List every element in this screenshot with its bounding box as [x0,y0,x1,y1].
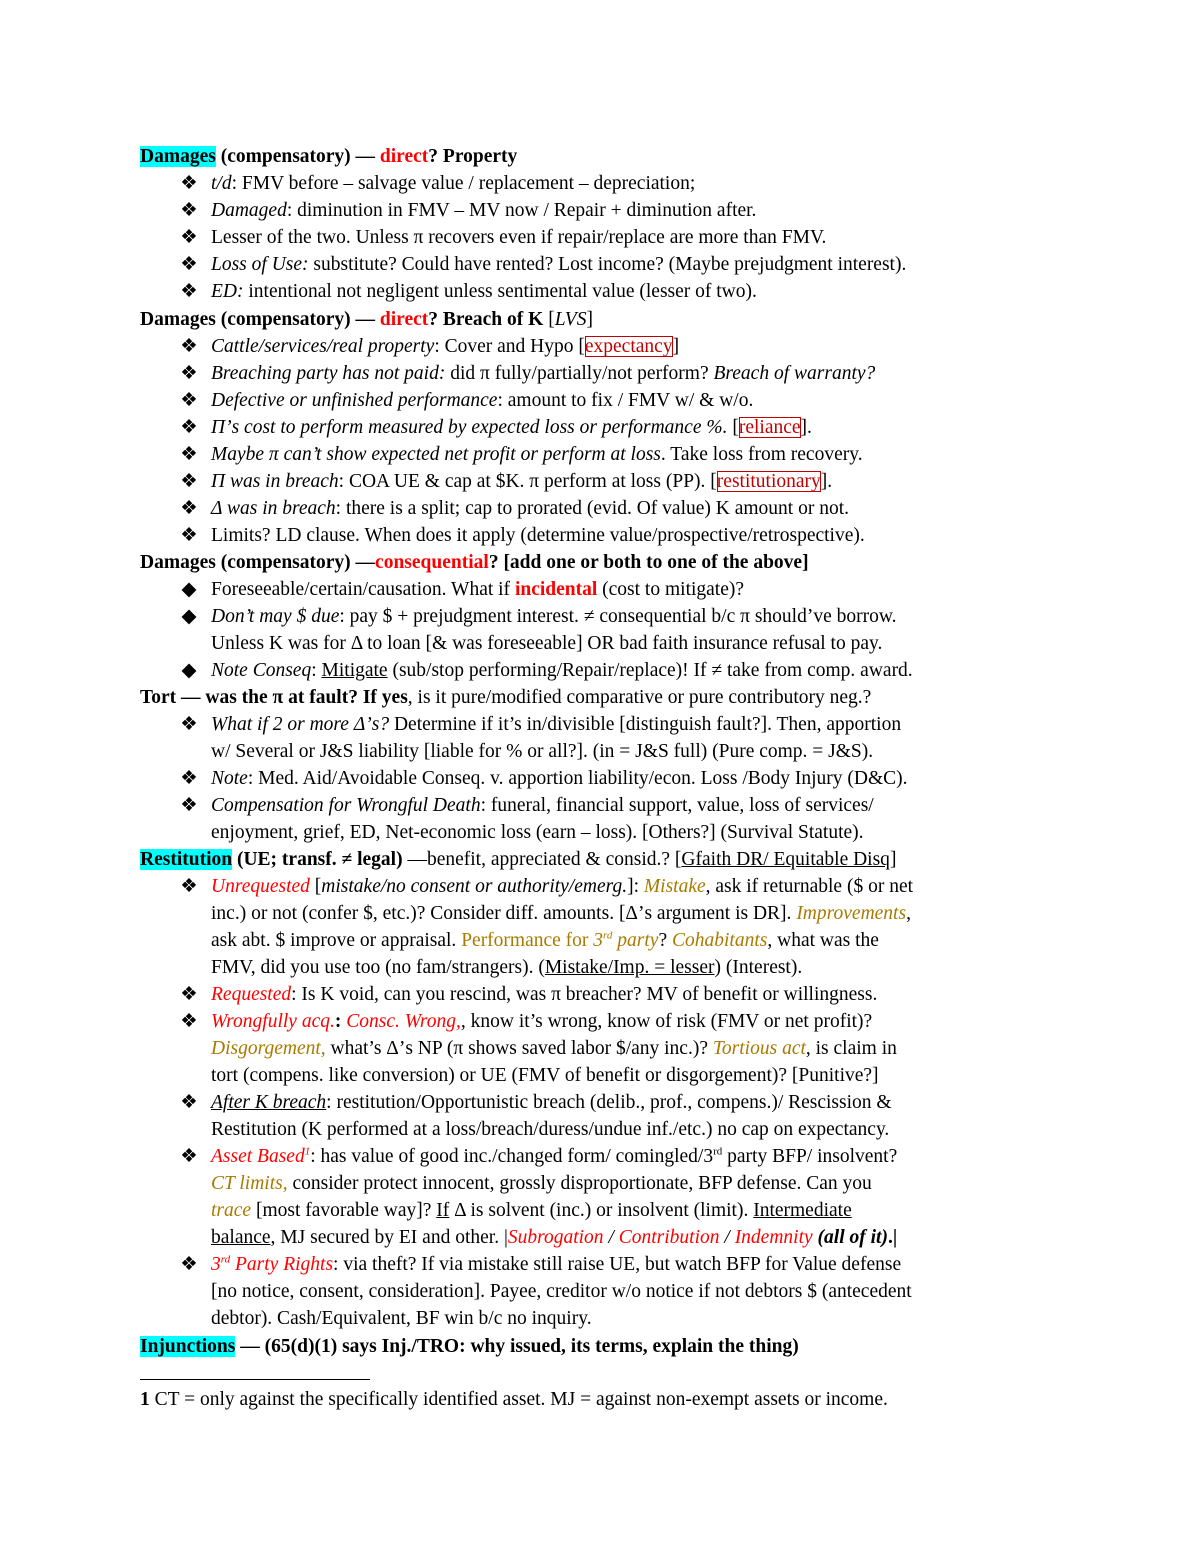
bullet-icon: ❖ [180,417,198,438]
tag-reliance: reliance [738,417,801,438]
list-item-continuation: Unless K was for Δ to loan [& was foreseeable] OR bad faith insurance refusal to pay. [211,633,883,654]
list-item: Foreseeable/certain/causation. What if incidental (cost to mitigate)? [211,579,745,600]
list-item: Requested: Is K void, can you rescind, was π breacher? MV of benefit or willingness. [211,984,878,1005]
list-item-continuation: ask abt. $ improve or appraisal. Performance for 3rd party? Cohabitants, what was the [211,929,879,951]
list-item-continuation: Disgorgement, what’s Δ’s NP (π shows saved labor $/any inc.)? Tortious act, is claim in [211,1038,897,1059]
footnote-ref: 1 [304,1145,311,1158]
highlighted-term: Restitution [140,849,233,870]
list-item: Loss of Use: substitute? Could have rented? Lost income? (Maybe prejudgment interest). [211,254,907,275]
list-item-continuation: tort (compens. like conversion) or UE (FMV of benefit or disgorgement)? [Punitive?] [211,1065,879,1086]
diamond-bullet-icon: ◆ [181,579,197,600]
tag-restitutionary: restitutionary [716,471,821,492]
list-item-continuation: w/ Several or J&S liability [liable for % or all?]. (in = J&S full) (Pure comp. = J&S). [211,741,874,762]
list-item: Asset Based$^1$: has value of good inc./changed form/ comingled/3rd party BFP/ insolvent? [211,1145,898,1167]
heading-restitution: Restitution (UE; transf. ≠ legal) —benefit, appreciated & consid.? [Gfaith DR/ Equitable Disq] [140,849,897,870]
bullet-icon: ❖ [180,254,198,275]
list-item: After K breach: restitution/Opportunistic breach (delib., prof., compens.)/ Rescission & [211,1092,892,1113]
heading-damages-consequential: Damages (compensatory) —consequential? [add one or both to one of the above] [140,552,809,573]
list-item: Note Conseq: Mitigate (sub/stop performing/Repair/replace)! If ≠ take from comp. award. [211,660,913,681]
bullet-icon: ❖ [180,1011,198,1032]
list-item: Wrongfully acq.: Consc. Wrong,, know it’s wrong, know of risk (FMV or net profit)? [211,1011,873,1032]
list-item: ED: intentional not negligent unless sentimental value (lesser of two). [211,281,757,302]
list-item: Π was in breach: COA UE & cap at $K. π perform at loss (PP). [restitutionary]. [211,471,833,492]
list-item-continuation: debtor). Cash/Equivalent, BF win b/c no inquiry. [211,1308,592,1329]
bullet-icon: ❖ [180,984,198,1005]
bullet-icon: ❖ [180,200,198,221]
list-item-continuation: inc.) or not (confer $, etc.)? Consider diff. amounts. [Δ’s argument is DR]. Improvements, [211,903,911,924]
bullet-icon: ❖ [180,227,198,248]
heading-damages-property: Damages (compensatory) — direct? Property [140,146,518,167]
heading-tort: Tort — was the π at fault? If yes, is it pure/modified comparative or pure contributory neg.? [140,687,872,708]
heading-damages-contract: Damages (compensatory) — direct? Breach of K [LVS] [140,309,593,330]
list-item: Lesser of the two. Unless π recovers even if repair/replace are more than FMV. [211,227,827,248]
list-item: Δ was in breach: there is a split; cap to prorated (evid. Of value) K amount or not. [211,498,850,519]
list-item: Don’t may $ due: pay $ + prejudgment interest. ≠ consequential b/c π should’ve borrow. [211,606,897,627]
diamond-bullet-icon: ◆ [181,606,197,627]
bullet-icon: ❖ [180,1092,198,1113]
bullet-icon: ❖ [180,1254,198,1275]
list-item: Note: Med. Aid/Avoidable Conseq. v. apportion liability/econ. Loss /Body Injury (D&C). [211,768,908,789]
bullet-icon: ❖ [180,1146,198,1167]
bullet-icon: ❖ [180,336,198,357]
bullet-icon: ❖ [180,390,198,411]
diamond-bullet-icon: ◆ [181,660,197,681]
bullet-icon: ❖ [180,173,198,194]
bullet-icon: ❖ [180,714,198,735]
list-item: Cattle/services/real property: Cover and Hypo [expectancy] [211,336,680,357]
list-item: t/d: FMV before – salvage value / replacement – depreciation; [211,173,696,194]
bullet-icon: ❖ [180,498,198,519]
list-item: What if 2 or more Δ’s? Determine if it’s in/divisible [distinguish fault?]. Then, apportion [211,714,902,735]
list-item: Breaching party has not paid: did π fully/partially/not perform? Breach of warranty? [211,363,876,384]
list-item-continuation: enjoyment, grief, ED, Net-economic loss (earn – loss). [Others?] (Survival Statute). [211,822,864,843]
list-item-continuation: Restitution (K performed at a loss/breach/duress/undue inf./etc.) no cap on expectancy. [211,1119,890,1140]
bullet-icon: ❖ [180,444,198,465]
list-item: 3rd Party Rights: via theft? If via mistake still raise UE, but watch BFP for Value defense [211,1253,902,1275]
list-item-continuation: trace [most favorable way]? If Δ is solvent (inc.) or insolvent (limit). Intermediate [211,1200,852,1221]
bullet-icon: ❖ [180,876,198,897]
highlighted-term: Injunctions [140,1336,236,1357]
list-item-continuation: balance, MJ secured by EI and other. |Subrogation / Contribution / Indemnity (all of it).| [211,1227,898,1248]
tag-expectancy: expectancy [584,336,673,357]
bullet-icon: ❖ [180,768,198,789]
bullet-icon: ❖ [180,281,198,302]
bullet-icon: ❖ [180,471,198,492]
bullet-icon: ❖ [180,363,198,384]
list-item: Limits? LD clause. When does it apply (determine value/prospective/retrospective). [211,525,865,546]
heading-injunctions: Injunctions — (65(d)(1) says Inj./TRO: why issued, its terms, explain the thing) [140,1336,799,1357]
bullet-icon: ❖ [180,525,198,546]
footnote-separator [140,1379,370,1380]
list-item-continuation: FMV, did you use too (no fam/strangers). (Mistake/Imp. = lesser) (Interest). [211,957,803,978]
list-item: Compensation for Wrongful Death: funeral, financial support, value, loss of services/ [211,795,874,816]
bullet-icon: ❖ [180,795,198,816]
list-item: Π’s cost to perform measured by expected loss or performance %. [reliance]. [211,417,812,438]
list-item: Damaged: diminution in FMV – MV now / Repair + diminution after. [211,200,757,221]
list-item: Unrequested [mistake/no consent or authority/emerg.]: Mistake, ask if returnable ($ or net [211,876,914,897]
list-item: Defective or unfinished performance: amount to fix / FMV w/ & w/o. [211,390,754,411]
list-item-continuation: [no notice, consent, consideration]. Payee, creditor w/o notice if not debtors $ (antecedent [211,1281,912,1302]
footnote: 1 CT = only against the specifically identified asset. MJ = against non-exempt assets or income. [140,1389,888,1410]
list-item: Maybe π can’t show expected net profit or perform at loss. Take loss from recovery. [211,444,863,465]
list-item-continuation: CT limits, consider protect innocent, grossly disproportionate, BFP defense. Can you [211,1173,872,1194]
highlighted-term: Damages [140,146,216,167]
